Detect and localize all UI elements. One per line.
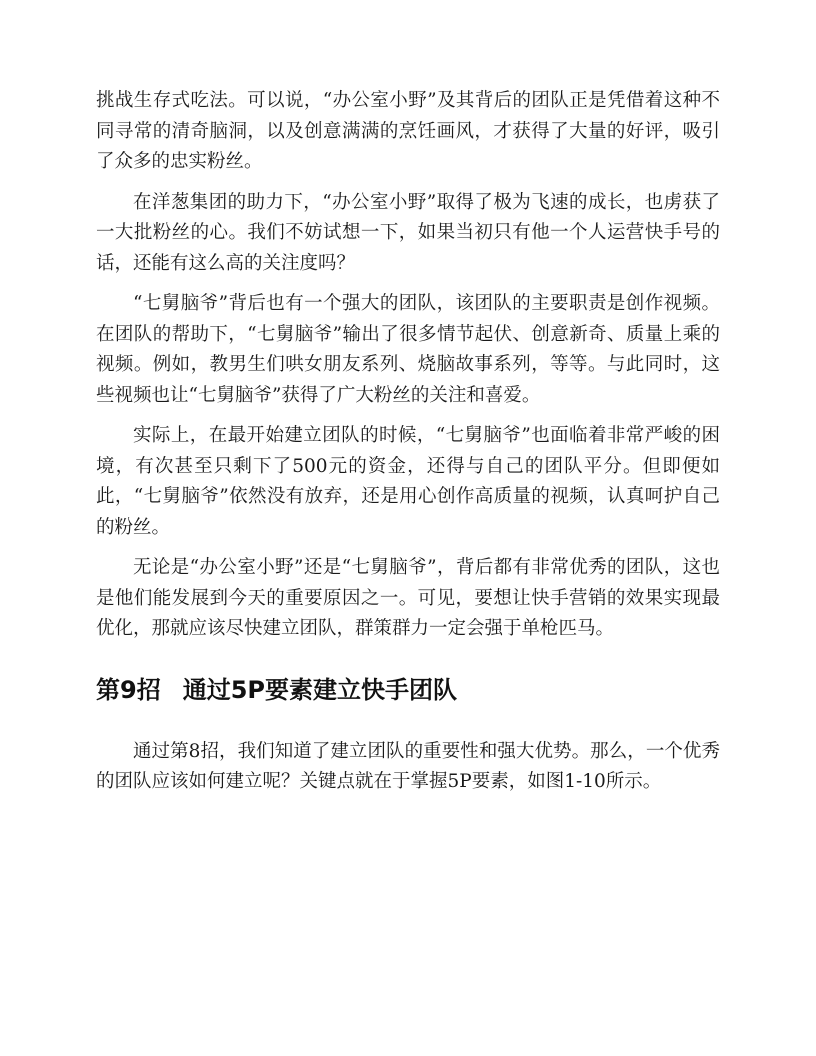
paragraph-3: “七舅脑爷”背后也有一个强大的团队，该团队的主要职责是创作视频。在团队的帮助下，“七舅脑爷”输出了很多情节起伏、创意新奇、质量上乘的视频。例如，教男生们哄女朋友系列、烧脑故事系列，等等。与此同时，这些视频也让“七舅脑爷”获得了广大粉丝的关注和喜爱。 (96, 293, 720, 406)
section-number: 第9招 (96, 675, 161, 704)
paragraph-5: 无论是“办公室小野”还是“七舅脑爷”，背后都有非常优秀的团队，这也是他们能发展到今天的重要原因之一。可见，要想让快手营销的效果实现最优化，那就应该尽快建立团队，群策群力一定会强于单枪匹马。 (96, 557, 720, 639)
paragraph-1: 挑战生存式吃法。可以说，“办公室小野”及其背后的团队正是凭借着这种不同寻常的清奇脑洞，以及创意满满的烹饪画风，才获得了大量的好评，吸引了众多的忠实粉丝。 (96, 90, 720, 172)
paragraph-4: 实际上，在最开始建立团队的时候，“七舅脑爷”也面临着非常严峻的困境，有次甚至只剩下了500元的资金，还得与自己的团队平分。但即便如此，“七舅脑爷”依然没有放弃，还是用心创作高质量的视频，认真呵护自己的粉丝。 (96, 425, 720, 538)
section-title: 通过5P要素建立快手团队 (182, 675, 457, 704)
section-heading (96, 673, 720, 707)
page-content (96, 86, 720, 808)
paragraph-6: 通过第8招，我们知道了建立团队的重要性和强大优势。那么，一个优秀的团队应该如何建立呢？关键点就在于掌握5P要素，如图1-10所示。 (96, 740, 720, 792)
paragraph-2: 在洋葱集团的助力下，“办公室小野”取得了极为飞速的成长，也虏获了一大批粉丝的心。我们不妨试想一下，如果当初只有他一个人运营快手号的话，还能有这么高的关注度吗？ (96, 191, 720, 274)
